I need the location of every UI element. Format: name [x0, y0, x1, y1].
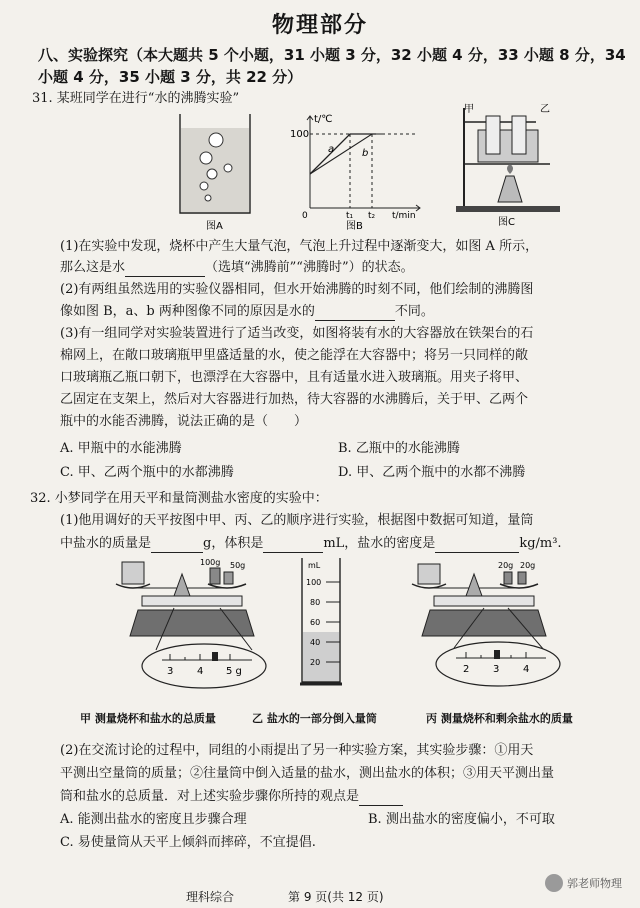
wechat-icon: [545, 874, 563, 892]
svg-text:mL: mL: [308, 561, 321, 570]
svg-text:4: 4: [197, 666, 204, 677]
q31-p3-line5: 瓶中的水能否沸腾，说法正确的是（ ）: [60, 414, 308, 429]
figure-a-label: 图A: [206, 221, 223, 230]
figure-b-label: 图B: [346, 221, 363, 230]
answer-blank[interactable]: [263, 538, 323, 553]
svg-text:4: 4: [523, 664, 530, 675]
q31-option-d: D. 甲、乙两个瓶中的水都不沸腾: [338, 465, 526, 480]
svg-text:3: 3: [167, 666, 174, 677]
figure-caption-yi: 乙 盐水的一部分倒入量筒: [252, 712, 377, 725]
svg-text:5 g: 5 g: [226, 666, 242, 677]
svg-text:20g: 20g: [520, 561, 536, 570]
svg-text:t/℃: t/℃: [314, 114, 333, 125]
q31-option-a: A. 甲瓶中的水能沸腾: [60, 441, 182, 456]
figure-caption-bing: 丙 测量烧杯和剩余盐水的质量: [426, 712, 573, 725]
svg-text:40: 40: [310, 638, 321, 647]
svg-text:60: 60: [310, 618, 321, 627]
figure-c-label: 图C: [498, 217, 515, 228]
svg-text:乙: 乙: [540, 104, 550, 115]
q31-p1-line2: 那么这是水 （选填“沸腾前”“沸腾时”）的状态。: [60, 260, 414, 275]
figure-b-graph: [288, 112, 428, 230]
svg-text:0: 0: [302, 211, 308, 221]
watermark: 郭老师物理: [545, 874, 622, 892]
svg-text:t₂: t₂: [368, 211, 376, 221]
q31-stem: 31. 某班同学在进行“水的沸腾实验”: [32, 91, 240, 106]
q31-p3-line2: 棉网上，在敞口玻璃瓶甲里盛适量的水，使之能浮在大容器中；将另一只同样的敞: [60, 348, 529, 363]
svg-text:a: a: [328, 144, 335, 155]
svg-text:2: 2: [463, 664, 470, 675]
svg-text:100: 100: [306, 578, 322, 587]
svg-text:20g: 20g: [498, 561, 514, 570]
answer-blank[interactable]: [125, 262, 205, 277]
q32-option-c: C. 易使量筒从天平上倾斜而摔碎，不宜提倡.: [60, 835, 316, 850]
q32-option-b: B. 测出盐水的密度偏小，不可取: [368, 812, 555, 827]
answer-blank[interactable]: [359, 791, 403, 806]
svg-text:80: 80: [310, 598, 321, 607]
svg-text:20: 20: [310, 658, 321, 667]
figure-c-apparatus: [450, 102, 570, 230]
balance-figure-bing: [404, 556, 564, 702]
q32-p2-line3: 筒和盐水的总质量．对上述实验步骤你所持的观点是: [60, 788, 403, 806]
q31-p3-line4: 乙固定在支架上，然后对大容器进行加热，待大容器的水沸腾后，关于甲、乙两个: [60, 392, 529, 407]
svg-text:t/min: t/min: [392, 211, 416, 221]
q32-option-a: A. 能测出盐水的密度且步骤合理: [60, 812, 247, 827]
q32-p1-line2: 中盐水的质量是 g，体积是 mL，盐水的密度是 kg/m³.: [60, 536, 562, 551]
footer-page-number: 第 9 页(共 12 页): [288, 890, 384, 904]
svg-text:甲: 甲: [464, 104, 474, 115]
q31-p3-line3: 口玻璃瓶乙瓶口朝下，也漂浮在大容器中，且有适量水进入玻璃瓶。用夹子将甲、: [60, 370, 529, 385]
figure-a-beaker: [170, 108, 260, 230]
section-header: 八、实验探究（本大题共 5 个小题，31 小题 3 分，32 小题 4 分，33 小题 8 分，34 小题 4 分，35 小题 3 分，共 22 分）: [38, 46, 626, 86]
svg-text:3: 3: [493, 664, 500, 675]
q31-p2-line1: (2)有两组虽然选用的实验仪器相同，但水开始沸腾的时刻不同，他们绘制的沸腾图: [60, 282, 534, 297]
svg-text:t₁: t₁: [346, 211, 354, 221]
answer-blank[interactable]: [435, 538, 519, 553]
footer-subject: 理科综合: [186, 890, 235, 904]
q31-p1-line1: (1)在实验中发现，烧杯中产生大量气泡，气泡上升过程中逐渐变大，如图 A 所示，: [60, 239, 539, 254]
page-title: 物理部分: [271, 13, 368, 38]
answer-blank[interactable]: [151, 538, 203, 553]
q31-option-c: C. 甲、乙两个瓶中的水都沸腾: [60, 465, 234, 480]
q31-p2-line2: 像如图 B，a、b 两种图像不同的原因是水的 不同。: [60, 304, 434, 319]
svg-text:100: 100: [290, 129, 310, 140]
answer-blank[interactable]: [315, 306, 395, 321]
balance-figure-jia: [112, 556, 272, 702]
figure-caption-jia: 甲 测量烧杯和盐水的总质量: [80, 712, 216, 725]
svg-text:50g: 50g: [230, 561, 246, 570]
q32-p2-line1: (2)在交流讨论的过程中，同组的小雨提出了另一种实验方案，其实验步骤：①用天: [60, 743, 534, 758]
q32-stem: 32. 小梦同学在用天平和量筒测盐水密度的实验中：: [30, 491, 328, 506]
svg-text:b: b: [362, 148, 369, 159]
q32-p1-line1: (1)他用调好的天平按图中甲、丙、乙的顺序进行实验，根据图中数据可知道，量筒: [60, 513, 534, 528]
q32-p2-line2: 平测出空量筒的质量；②往量筒中倒入适量的盐水，测出盐水的体积；③用天平测出量: [60, 766, 555, 781]
q31-option-b: B. 乙瓶中的水能沸腾: [338, 441, 460, 456]
svg-text:100g: 100g: [200, 558, 221, 567]
measuring-cylinder: [294, 552, 350, 694]
q31-p3-line1: (3)有一组同学对实验装置进行了适当改变，如图将装有水的大容器放在铁架台的石: [60, 326, 534, 341]
